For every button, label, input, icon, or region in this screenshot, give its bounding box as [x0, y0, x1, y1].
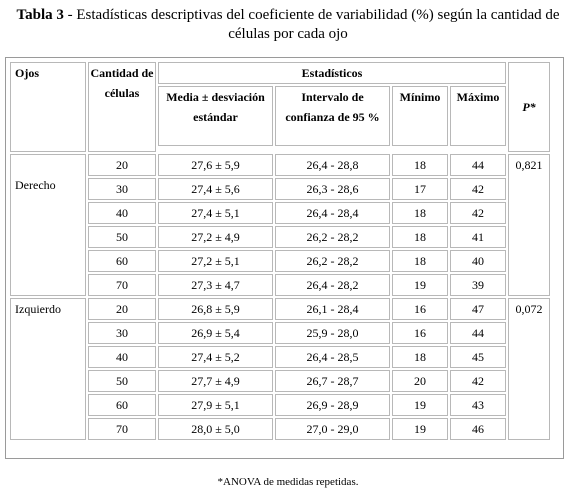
- cell-cantidad: 40: [88, 346, 156, 368]
- header-intervalo: Intervalo de confianza de 95 %: [275, 86, 390, 146]
- table-row: [10, 370, 550, 392]
- table-row: [10, 250, 550, 272]
- cell-intervalo: 26,4 - 28,8: [275, 154, 390, 176]
- cell-minimo: 18: [392, 154, 448, 176]
- header-ojos: Ojos: [10, 62, 86, 152]
- cell-minimo: 18: [392, 250, 448, 272]
- header-estadisticos: Estadísticos: [158, 62, 506, 84]
- cell-media: 27,7 ± 4,9: [158, 370, 273, 392]
- cell-minimo: 20: [392, 370, 448, 392]
- table-row: [10, 322, 550, 344]
- header-p: P*: [508, 62, 550, 152]
- table-row: [10, 154, 550, 176]
- cell-maximo: 39: [450, 274, 506, 296]
- cell-maximo: 43: [450, 394, 506, 416]
- header-minimo: Mínimo: [392, 86, 448, 146]
- cell-maximo: 44: [450, 322, 506, 344]
- cell-cantidad: 40: [88, 202, 156, 224]
- p-value-cell: 0,821: [508, 154, 550, 296]
- eye-cell: Izquierdo: [10, 298, 86, 440]
- p-value-cell: 0,072: [508, 298, 550, 440]
- cell-maximo: 42: [450, 202, 506, 224]
- table-row: [10, 298, 550, 320]
- header-maximo: Máximo: [450, 86, 506, 146]
- cell-media: 27,9 ± 5,1: [158, 394, 273, 416]
- cell-intervalo: 26,4 - 28,4: [275, 202, 390, 224]
- cell-intervalo: 26,4 - 28,2: [275, 274, 390, 296]
- cell-maximo: 40: [450, 250, 506, 272]
- cell-maximo: 46: [450, 418, 506, 440]
- cell-media: 26,8 ± 5,9: [158, 298, 273, 320]
- cell-intervalo: 26,3 - 28,6: [275, 178, 390, 200]
- table-row: [10, 394, 550, 416]
- cell-intervalo: 27,0 - 29,0: [275, 418, 390, 440]
- cell-minimo: 18: [392, 346, 448, 368]
- cell-maximo: 44: [450, 154, 506, 176]
- table-label: Tabla 3: [16, 7, 64, 23]
- cell-minimo: 19: [392, 418, 448, 440]
- cell-cantidad: 20: [88, 154, 156, 176]
- cell-cantidad: 50: [88, 226, 156, 248]
- cell-minimo: 18: [392, 226, 448, 248]
- cell-cantidad: 60: [88, 394, 156, 416]
- cell-media: 28,0 ± 5,0: [158, 418, 273, 440]
- cell-cantidad: 60: [88, 250, 156, 272]
- cell-maximo: 45: [450, 346, 506, 368]
- table-row: [10, 178, 550, 200]
- cell-cantidad: 30: [88, 322, 156, 344]
- header-media: Media ± desviación estándar: [158, 86, 273, 146]
- cell-media: 27,3 ± 4,7: [158, 274, 273, 296]
- header-cantidad: Cantidad de células: [88, 62, 156, 152]
- cell-media: 27,4 ± 5,2: [158, 346, 273, 368]
- cell-media: 27,4 ± 5,1: [158, 202, 273, 224]
- cell-maximo: 42: [450, 370, 506, 392]
- header-spacer: [158, 148, 506, 152]
- cell-media: 26,9 ± 5,4: [158, 322, 273, 344]
- cell-maximo: 47: [450, 298, 506, 320]
- cell-cantidad: 50: [88, 370, 156, 392]
- cell-intervalo: 26,2 - 28,2: [275, 250, 390, 272]
- cell-minimo: 16: [392, 298, 448, 320]
- cell-minimo: 16: [392, 322, 448, 344]
- cell-minimo: 18: [392, 202, 448, 224]
- footnote: *ANOVA de medidas repetidas.: [217, 476, 359, 488]
- eye-cell: Derecho: [10, 154, 86, 296]
- cell-intervalo: 26,4 - 28,5: [275, 346, 390, 368]
- table-row: [10, 274, 550, 296]
- cell-media: 27,6 ± 5,9: [158, 154, 273, 176]
- table-body: [10, 62, 550, 440]
- cell-intervalo: 26,7 - 28,7: [275, 370, 390, 392]
- cell-intervalo: 26,2 - 28,2: [275, 226, 390, 248]
- cell-maximo: 42: [450, 178, 506, 200]
- cell-intervalo: 26,1 - 28,4: [275, 298, 390, 320]
- cell-minimo: 19: [392, 274, 448, 296]
- table-caption: [0, 6, 576, 44]
- cell-intervalo: 25,9 - 28,0: [275, 322, 390, 344]
- cell-media: 27,2 ± 4,9: [158, 226, 273, 248]
- table-row: [10, 346, 550, 368]
- cell-cantidad: 70: [88, 274, 156, 296]
- cell-maximo: 41: [450, 226, 506, 248]
- table-row: [10, 418, 550, 440]
- table-caption-text: - Estadísticas descriptivas del coeficiente de variabilidad (%) según la cantidad de células por cada ojo: [63, 7, 560, 42]
- cell-intervalo: 26,9 - 28,9: [275, 394, 390, 416]
- cell-cantidad: 20: [88, 298, 156, 320]
- statistics-table: [8, 60, 552, 442]
- cell-cantidad: 30: [88, 178, 156, 200]
- cell-media: 27,4 ± 5,6: [158, 178, 273, 200]
- cell-cantidad: 70: [88, 418, 156, 440]
- cell-media: 27,2 ± 5,1: [158, 250, 273, 272]
- cell-minimo: 19: [392, 394, 448, 416]
- table-row: [10, 226, 550, 248]
- table-row: [10, 202, 550, 224]
- cell-minimo: 17: [392, 178, 448, 200]
